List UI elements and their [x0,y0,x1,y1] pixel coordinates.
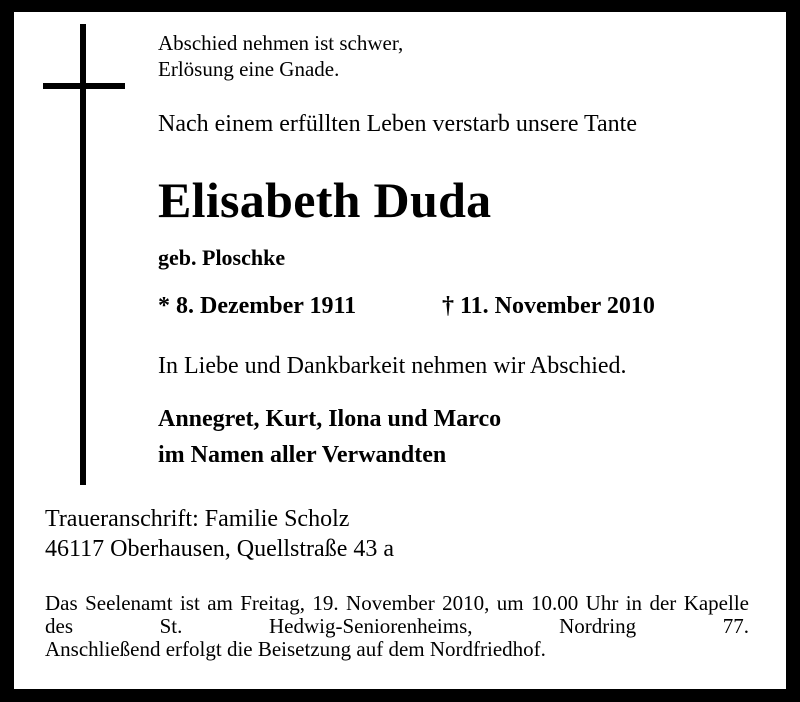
cross-icon-bar [43,83,125,89]
motto [158,30,403,82]
signatories [158,401,501,473]
death-date: † 11. November 2010 [442,293,655,319]
service-line-2: Anschließend erfolgt die Beisetzung auf dem Nordfriedhof. [45,637,546,661]
intro-text: Nach einem erfüllten Leben verstarb unsere Tante [158,111,637,137]
signatories-names: Annegret, Kurt, Ilona und Marco [158,406,502,432]
service-line-1: Das Seelenamt ist am Freitag, 19. November 2010, um 10.00 Uhr in der Kapelle des St. Hedwig-Seniorenheims, Nordring 77. [45,591,749,638]
motto-line-2: Erlösung eine Gnade. [158,57,340,81]
deceased-name: Elisabeth Duda [158,172,492,228]
cross-icon [80,24,86,485]
signatories-note: im Namen aller Verwandten [158,442,447,468]
mourning-address [45,504,394,564]
service-info [45,592,749,661]
birth-name: geb. Ploschke [158,245,286,270]
address-line-2: 46117 Oberhausen, Quellstraße 43 a [45,536,395,562]
birth-date: * 8. Dezember 1911 [158,293,357,319]
motto-line-1: Abschied nehmen ist schwer, [158,31,404,55]
obituary-notice [14,12,786,689]
farewell-text: In Liebe und Dankbarkeit nehmen wir Abschied. [158,353,627,379]
address-line-1: Traueranschrift: Familie Scholz [45,506,350,532]
